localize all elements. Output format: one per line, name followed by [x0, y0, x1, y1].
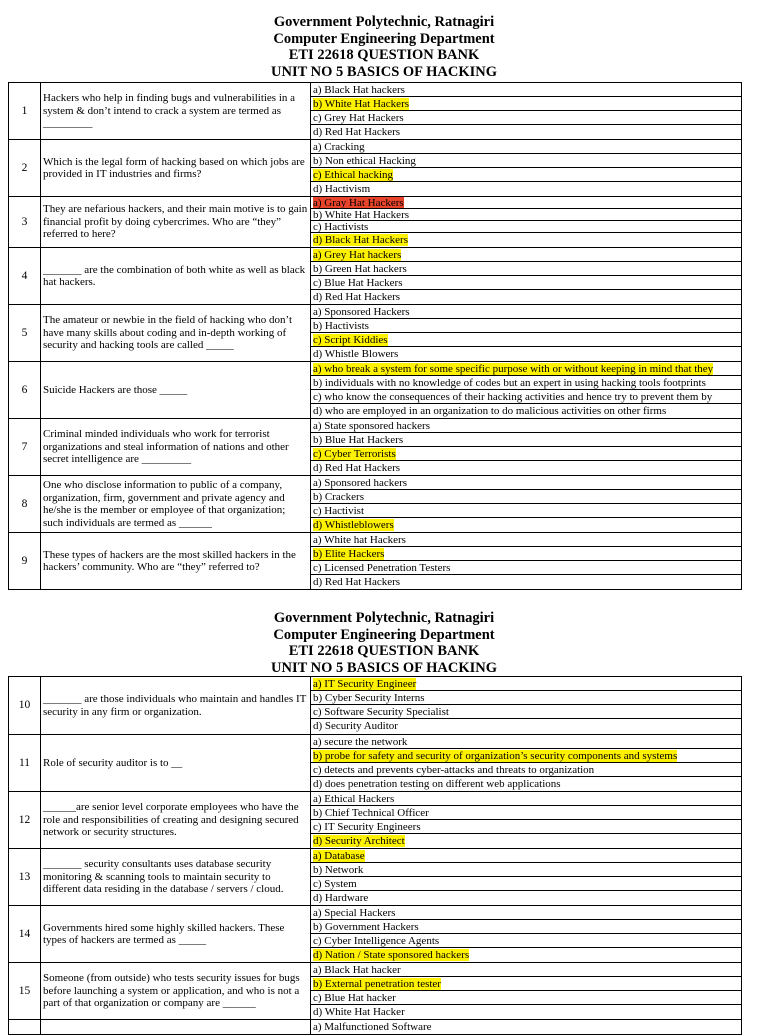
- question-text: _______ security consultants uses database security monitoring & scanning tools to maintain security to different data residing in the database / servers / cloud.: [41, 849, 311, 906]
- question-text: [41, 1020, 311, 1035]
- option-label: d) Red Hat Hackers: [313, 462, 401, 474]
- department-name: Computer Engineering Department: [273, 626, 495, 643]
- question-row: [9, 792, 742, 849]
- question-row: [9, 476, 742, 533]
- question-number: 1: [9, 83, 41, 140]
- answer-option: [311, 677, 741, 691]
- option-label: b) Cyber Security Interns: [313, 692, 425, 704]
- answer-option: [311, 834, 741, 848]
- question-text: They are nefarious hackers, and their main motive is to gain financial profit by doing cybercrimes. Who are “they” referred to here?: [41, 197, 311, 248]
- answer-options: [311, 305, 742, 362]
- page-1-header: [0, 14, 768, 80]
- answer-option: [311, 419, 741, 433]
- answer-option: [311, 390, 741, 404]
- answer-option: [311, 719, 741, 734]
- option-label: d) Security Auditor: [313, 720, 398, 732]
- answer-options: [311, 906, 742, 963]
- question-text: Governments hired some highly skilled hackers. These types of hackers are termed as _____: [41, 906, 311, 963]
- question-row: [9, 963, 742, 1020]
- option-label: d) White Hat Hacker: [313, 1006, 405, 1018]
- option-label: a) Special Hackers: [313, 907, 396, 919]
- option-label: a) Sponsored Hackers: [313, 306, 410, 318]
- answer-option: [311, 1020, 741, 1034]
- question-number: 5: [9, 305, 41, 362]
- answer-option: [311, 533, 741, 547]
- question-text: _______ are the combination of both white as well as black hat hackers.: [41, 248, 311, 305]
- answer-option: [311, 221, 741, 233]
- option-label: b) Crackers: [313, 491, 365, 503]
- question-text: Hackers who help in finding bugs and vulnerabilities in a system & don’t intend to crack a system are termed as _________: [41, 83, 311, 140]
- option-label: a) Ethical Hackers: [313, 793, 395, 805]
- question-text: ______are senior level corporate employees who have the role and responsibilities of creating and designing secured network or security structures.: [41, 792, 311, 849]
- option-label: b) Hactivists: [313, 320, 369, 332]
- option-label: c) Cyber Intelligence Agents: [313, 935, 440, 947]
- question-text: Role of security auditor is to __: [41, 735, 311, 792]
- question-table-page-1: [8, 82, 742, 590]
- question-number: 4: [9, 248, 41, 305]
- question-number: 6: [9, 362, 41, 419]
- answer-option: [311, 561, 741, 575]
- answer-option: [311, 125, 741, 139]
- answer-option: [311, 806, 741, 820]
- answer-options: [311, 83, 742, 140]
- option-label: b) Chief Technical Officer: [313, 807, 429, 819]
- question-number: 8: [9, 476, 41, 533]
- answer-options: [311, 419, 742, 476]
- option-label: b) individuals with no knowledge of codes but an expert in using hacking tools footprints: [313, 377, 706, 389]
- correct-answer-highlight: d) Whistleblowers: [313, 519, 394, 531]
- answer-option: [311, 376, 741, 390]
- correct-answer-highlight: c) Cyber Terrorists: [313, 448, 396, 460]
- correct-answer-highlight: a) IT Security Engineer: [313, 678, 417, 690]
- answer-option: [311, 233, 741, 247]
- question-row: [9, 849, 742, 906]
- question-row: [9, 677, 742, 735]
- option-label: a) secure the network: [313, 736, 408, 748]
- answer-options: [311, 792, 742, 849]
- question-row: [9, 83, 742, 140]
- answer-option: [311, 305, 741, 319]
- option-label: d) who are employed in an organization to do malicious activities on other firms: [313, 405, 667, 417]
- question-number: 2: [9, 140, 41, 197]
- answer-option: [311, 906, 741, 920]
- answer-option: [311, 168, 741, 182]
- option-label: a) Black Hat hackers: [313, 84, 405, 96]
- answer-option: [311, 763, 741, 777]
- answer-option: [311, 948, 741, 962]
- option-label: b) Non ethical Hacking: [313, 155, 416, 167]
- option-label: c) Blue Hat Hackers: [313, 277, 403, 289]
- question-number: 15: [9, 963, 41, 1020]
- correct-answer-highlight: d) Black Hat Hackers: [313, 234, 408, 246]
- answer-option: [311, 863, 741, 877]
- answer-options: [311, 476, 742, 533]
- option-label: c) System: [313, 878, 357, 890]
- answer-options: [311, 849, 742, 906]
- answer-options: [311, 677, 742, 735]
- question-text: _______ are those individuals who maintain and handles IT security in any firm or organization.: [41, 677, 311, 735]
- wrong-answer-highlight: a) Gray Hat Hackers: [313, 197, 404, 209]
- option-label: c) who know the consequences of their hacking activities and hence try to prevent them by: [313, 391, 713, 403]
- answer-options: [311, 533, 742, 590]
- answer-option: [311, 820, 741, 834]
- question-number: 14: [9, 906, 41, 963]
- question-row: [9, 735, 742, 792]
- question-bank-title: ETI 22618 QUESTION BANK: [288, 643, 480, 659]
- answer-option: [311, 963, 741, 977]
- answer-options: [311, 735, 742, 792]
- question-row: [9, 140, 742, 197]
- answer-option: [311, 547, 741, 561]
- option-label: a) Malfunctioned Software: [313, 1021, 432, 1033]
- question-text: One who disclose information to public of a company, organization, firm, government and private agency and he/she is the member or employee of that organization; such individuals are termed as ______: [41, 476, 311, 533]
- question-row: [9, 533, 742, 590]
- question-row: [9, 197, 742, 248]
- option-label: c) Hactivists: [313, 221, 369, 233]
- question-row: [9, 362, 742, 419]
- answer-option: [311, 461, 741, 475]
- option-label: c) Blue Hat hacker: [313, 992, 396, 1004]
- correct-answer-highlight: d) Security Architect: [313, 835, 405, 847]
- answer-option: [311, 849, 741, 863]
- unit-title: UNIT NO 5 BASICS OF HACKING: [271, 63, 497, 80]
- option-label: d) Hardware: [313, 892, 369, 904]
- option-label: b) Green Hat hackers: [313, 263, 407, 275]
- question-text: Someone (from outside) who tests security issues for bugs before launching a system or application, and who is not a part of that organization or company are ______: [41, 963, 311, 1020]
- page-2-header: [0, 610, 768, 676]
- correct-answer-highlight: b) Elite Hackers: [313, 548, 385, 560]
- answer-options: [311, 248, 742, 305]
- question-text: Criminal minded individuals who work for terrorist organizations and steal information of nations and other secret intelligence are _________: [41, 419, 311, 476]
- option-label: d) does penetration testing on different web applications: [313, 778, 561, 790]
- question-number: 7: [9, 419, 41, 476]
- option-label: c) Software Security Specialist: [313, 706, 449, 718]
- question-row: [9, 906, 742, 963]
- answer-options: [311, 963, 742, 1020]
- correct-answer-highlight: b) External penetration tester: [313, 978, 441, 990]
- correct-answer-highlight: a) who break a system for some specific purpose with or without keeping in mind that they: [313, 363, 714, 375]
- answer-option: [311, 476, 741, 490]
- answer-option: [311, 991, 741, 1005]
- option-label: a) Black Hat hacker: [313, 964, 401, 976]
- question-row: [9, 248, 742, 305]
- answer-option: [311, 83, 741, 97]
- question-number: [9, 1020, 41, 1035]
- correct-answer-highlight: c) Ethical hacking: [313, 169, 394, 181]
- option-label: c) Licensed Penetration Testers: [313, 562, 451, 574]
- question-row: [9, 419, 742, 476]
- answer-option: [311, 182, 741, 196]
- answer-option: [311, 792, 741, 806]
- answer-option: [311, 977, 741, 991]
- option-label: d) Red Hat Hackers: [313, 126, 401, 138]
- answer-option: [311, 934, 741, 948]
- option-label: c) detects and prevents cyber-attacks and threats to organization: [313, 764, 595, 776]
- answer-option: [311, 111, 741, 125]
- option-label: d) Red Hat Hackers: [313, 576, 401, 588]
- question-bank-title: ETI 22618 QUESTION BANK: [288, 47, 480, 63]
- answer-option: [311, 504, 741, 518]
- answer-options: [311, 1020, 742, 1035]
- question-number: 12: [9, 792, 41, 849]
- option-label: c) Hactivist: [313, 505, 365, 517]
- answer-option: [311, 347, 741, 361]
- question-number: 13: [9, 849, 41, 906]
- answer-options: [311, 140, 742, 197]
- option-label: a) State sponsored hackers: [313, 420, 430, 432]
- answer-options: [311, 197, 742, 248]
- answer-option: [311, 691, 741, 705]
- question-text: Suicide Hackers are those _____: [41, 362, 311, 419]
- correct-answer-highlight: a) Grey Hat hackers: [313, 249, 402, 261]
- answer-option: [311, 333, 741, 347]
- answer-option: [311, 248, 741, 262]
- answer-option: [311, 518, 741, 532]
- question-number: 9: [9, 533, 41, 590]
- answer-option: [311, 735, 741, 749]
- answer-option: [311, 154, 741, 168]
- answer-option: [311, 276, 741, 290]
- correct-answer-highlight: b) White Hat Hackers: [313, 98, 410, 110]
- answer-options: [311, 362, 742, 419]
- question-table-page-2: [8, 676, 742, 1035]
- answer-option: [311, 433, 741, 447]
- department-name: Computer Engineering Department: [273, 30, 495, 47]
- correct-answer-highlight: d) Nation / State sponsored hackers: [313, 949, 470, 961]
- answer-option: [311, 290, 741, 304]
- question-number: 10: [9, 677, 41, 735]
- question-row: [9, 1020, 742, 1035]
- answer-option: [311, 490, 741, 504]
- question-text: Which is the legal form of hacking based on which jobs are provided in IT industries and firms?: [41, 140, 311, 197]
- option-label: d) Whistle Blowers: [313, 348, 399, 360]
- answer-option: [311, 749, 741, 763]
- option-label: d) Red Hat Hackers: [313, 291, 401, 303]
- answer-option: [311, 209, 741, 221]
- answer-option: [311, 319, 741, 333]
- answer-option: [311, 404, 741, 418]
- institution-name: Government Polytechnic, Ratnagiri: [273, 610, 495, 626]
- answer-option: [311, 197, 741, 209]
- answer-option: [311, 97, 741, 111]
- option-label: c) IT Security Engineers: [313, 821, 421, 833]
- institution-name: Government Polytechnic, Ratnagiri: [273, 14, 495, 30]
- option-label: d) Hactivism: [313, 183, 371, 195]
- question-text: These types of hackers are the most skilled hackers in the hackers’ community. Who are “they” referred to?: [41, 533, 311, 590]
- answer-option: [311, 447, 741, 461]
- correct-answer-highlight: a) Database: [313, 850, 365, 862]
- question-number: 11: [9, 735, 41, 792]
- option-label: c) Grey Hat Hackers: [313, 112, 404, 124]
- option-label: b) Network: [313, 864, 364, 876]
- answer-option: [311, 575, 741, 589]
- correct-answer-highlight: c) Script Kiddies: [313, 334, 388, 346]
- answer-option: [311, 777, 741, 791]
- option-label: a) White hat Hackers: [313, 534, 406, 546]
- option-label: a) Cracking: [313, 141, 365, 153]
- answer-option: [311, 891, 741, 905]
- answer-option: [311, 705, 741, 719]
- question-row: [9, 305, 742, 362]
- option-label: b) Blue Hat Hackers: [313, 434, 404, 446]
- option-label: a) Sponsored hackers: [313, 477, 408, 489]
- correct-answer-highlight: b) probe for safety and security of organization’s security components and systems: [313, 750, 678, 762]
- question-text: The amateur or newbie in the field of hacking who don’t have many skills about coding and in-depth working of security and hacking tools are called _____: [41, 305, 311, 362]
- option-label: b) White Hat Hackers: [313, 209, 410, 221]
- answer-option: [311, 920, 741, 934]
- answer-option: [311, 140, 741, 154]
- answer-option: [311, 262, 741, 276]
- unit-title: UNIT NO 5 BASICS OF HACKING: [271, 659, 497, 676]
- answer-option: [311, 1005, 741, 1019]
- option-label: b) Government Hackers: [313, 921, 419, 933]
- question-number: 3: [9, 197, 41, 248]
- answer-option: [311, 877, 741, 891]
- answer-option: [311, 362, 741, 376]
